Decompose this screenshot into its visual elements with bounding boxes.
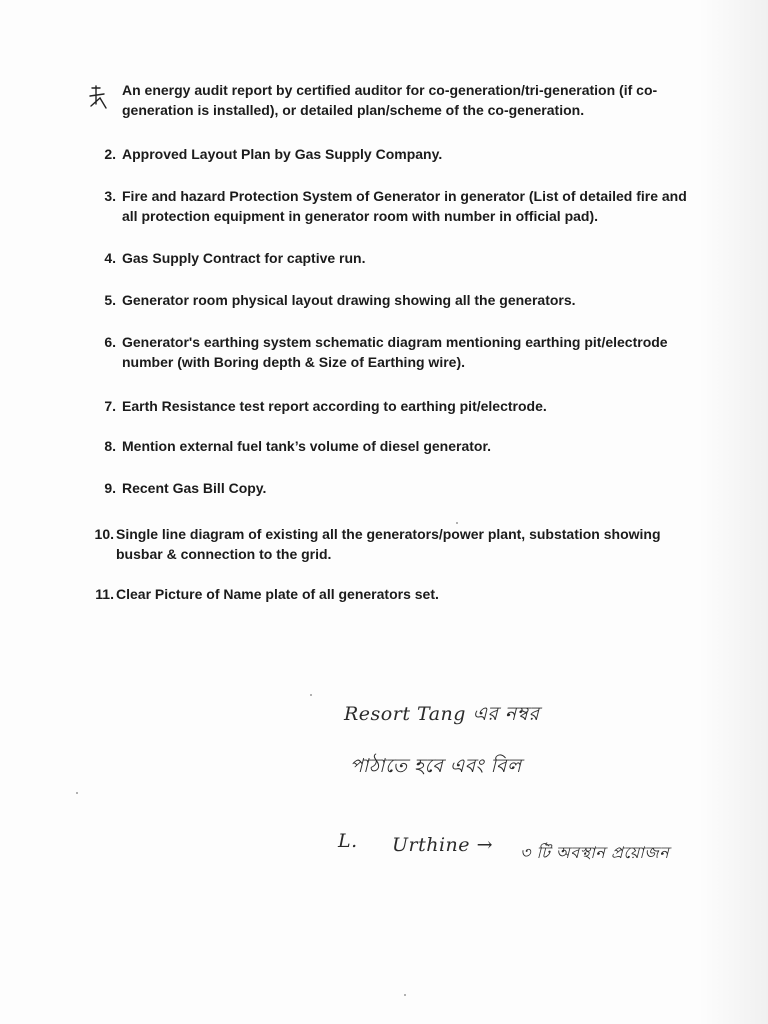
item-text: Fire and hazard Protection System of Generator in generator (List of detailed fire and all protection equipment in generator room with number in official pad). [122,188,687,224]
list-item [92,478,692,498]
list-item [92,584,692,604]
scan-speck [456,522,458,524]
item-number: 6. [104,334,116,350]
list-item [92,436,692,456]
item-number: 5. [104,292,116,308]
item-number: 4. [104,250,116,266]
list-item [92,186,692,226]
item-number: 10. [94,526,114,542]
item-text: Generator's earthing system schematic diagram mentioning earthing pit/electrode number (with Boring depth & Size of Earthing wire). [122,334,668,370]
item-text: Recent Gas Bill Copy. [122,480,267,496]
handwritten-note-label: L. [338,830,358,852]
item-number: 8. [104,438,116,454]
list-item [92,332,692,372]
item-number: 11. [95,586,114,602]
scan-speck [404,994,406,996]
item-text: Single line diagram of existing all the generators/power plant, substation showing busbar & connection to the grid. [116,526,661,562]
scan-speck [76,792,78,794]
list-item [92,396,692,416]
list-item [92,80,692,120]
item-text: Clear Picture of Name plate of all generators set. [116,586,439,602]
item-number: 2. [104,146,116,162]
item-number: 9. [104,480,116,496]
item-text: An energy audit report by certified auditor for co-generation/tri-generation (if co-generation is installed), or detailed plan/scheme of the co-generation. [122,82,658,118]
item-text: Approved Layout Plan by Gas Supply Company. [122,146,443,162]
list-item [92,524,692,564]
item-text: Generator room physical layout drawing showing all the generators. [122,292,576,308]
list-item [92,144,692,164]
item-text: Earth Resistance test report according to earthing pit/electrode. [122,398,547,414]
item-text: Gas Supply Contract for captive run. [122,250,366,266]
item-number: 3. [104,188,116,204]
item-text: Mention external fuel tank’s volume of diesel generator. [122,438,492,454]
handwritten-note-line: পাঠাতে হবে এবং বিল [350,755,522,777]
list-item [92,248,692,268]
handwritten-note-line: ৩ টি অবস্থান প্রয়োজন [520,843,670,862]
list-item [92,290,692,310]
handwritten-note-line: Urthine → [392,834,493,856]
item-number: 7. [104,398,116,414]
page-shadow [698,0,768,1024]
handwritten-note-line: Resort Tang এর নম্বর [344,703,540,725]
scan-speck [310,694,312,696]
